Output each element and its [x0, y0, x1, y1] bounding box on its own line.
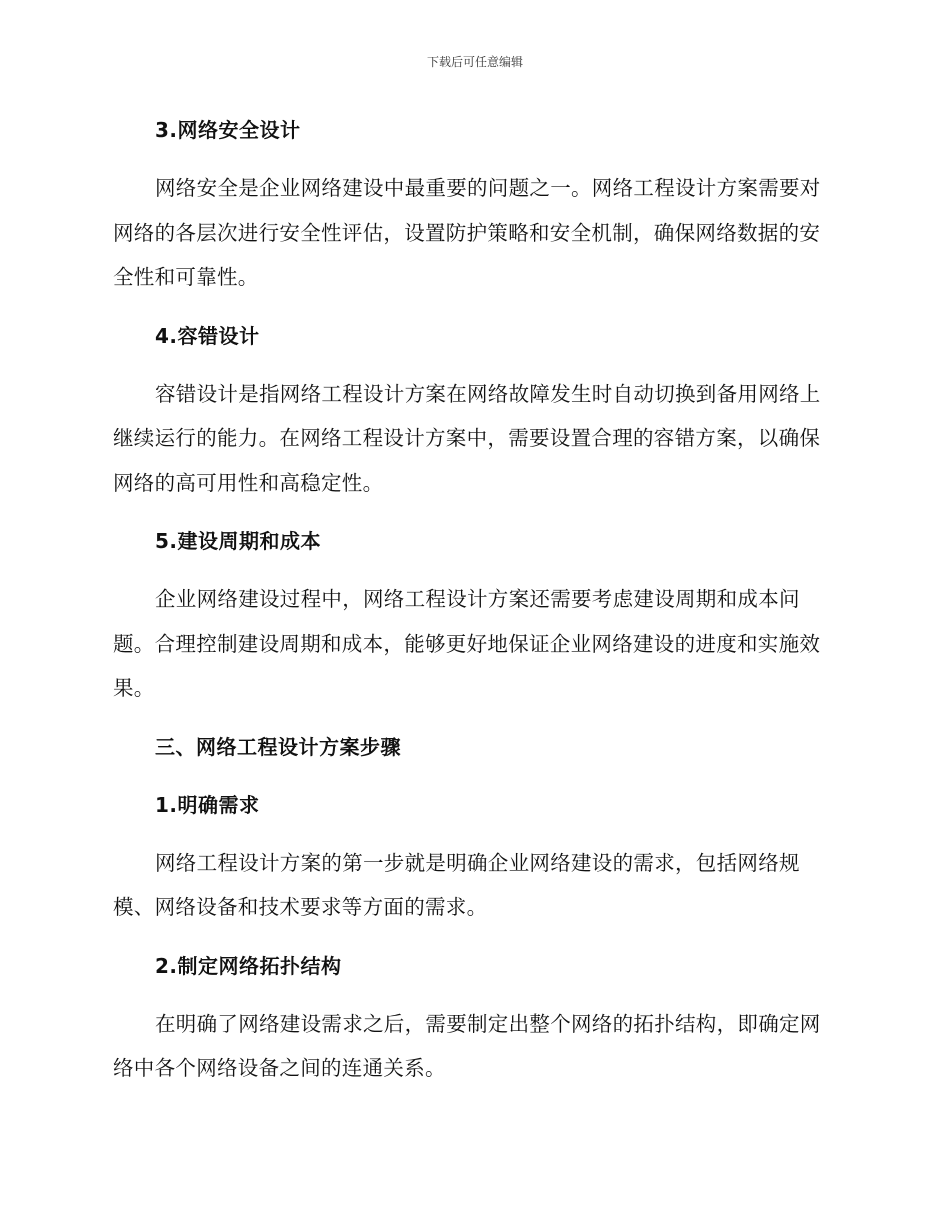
section-body-topology: 在明确了网络建设需求之后，需要制定出整个网络的拓扑结构，即确定网络中各个网络设备之间的连通关系。	[113, 1011, 821, 1080]
section-heading-network-security: 3.网络安全设计	[155, 118, 301, 142]
document-body	[113, 108, 831, 1091]
section-body-cycle-cost: 企业网络建设过程中，网络工程设计方案还需要考虑建设周期和成本问题。合理控制建设周期和成本，能够更好地保证企业网络建设的进度和实施效果。	[113, 587, 821, 700]
chapter-heading-design-steps: 三、网络工程设计方案步骤	[155, 734, 401, 759]
section-body-fault-tolerance: 容错设计是指网络工程设计方案在网络故障发生时自动切换到备用网络上继续运行的能力。在网络工程设计方案中，需要设置合理的容错方案，以确保网络的高可用性和高稳定性。	[113, 381, 821, 495]
section-heading-topology: 2.制定网络拓扑结构	[155, 953, 342, 978]
section-heading-cycle-cost: 5.建设周期和成本	[155, 529, 322, 553]
page-header: 下载后可任意编辑	[426, 55, 523, 69]
section-body-define-requirements: 网络工程设计方案的第一步就是明确企业网络建设的需求，包括网络规模、网络设备和技术要求等方面的需求。	[113, 850, 800, 919]
section-body-network-security: 网络安全是企业网络建设中最重要的问题之一。网络工程设计方案需要对网络的各层次进行安全性评估，设置防护策略和安全机制，确保网络数据的安全性和可靠性。	[113, 176, 821, 289]
section-heading-define-requirements: 1.明确需求	[155, 792, 260, 817]
section-heading-fault-tolerance: 4.容错设计	[155, 323, 260, 348]
